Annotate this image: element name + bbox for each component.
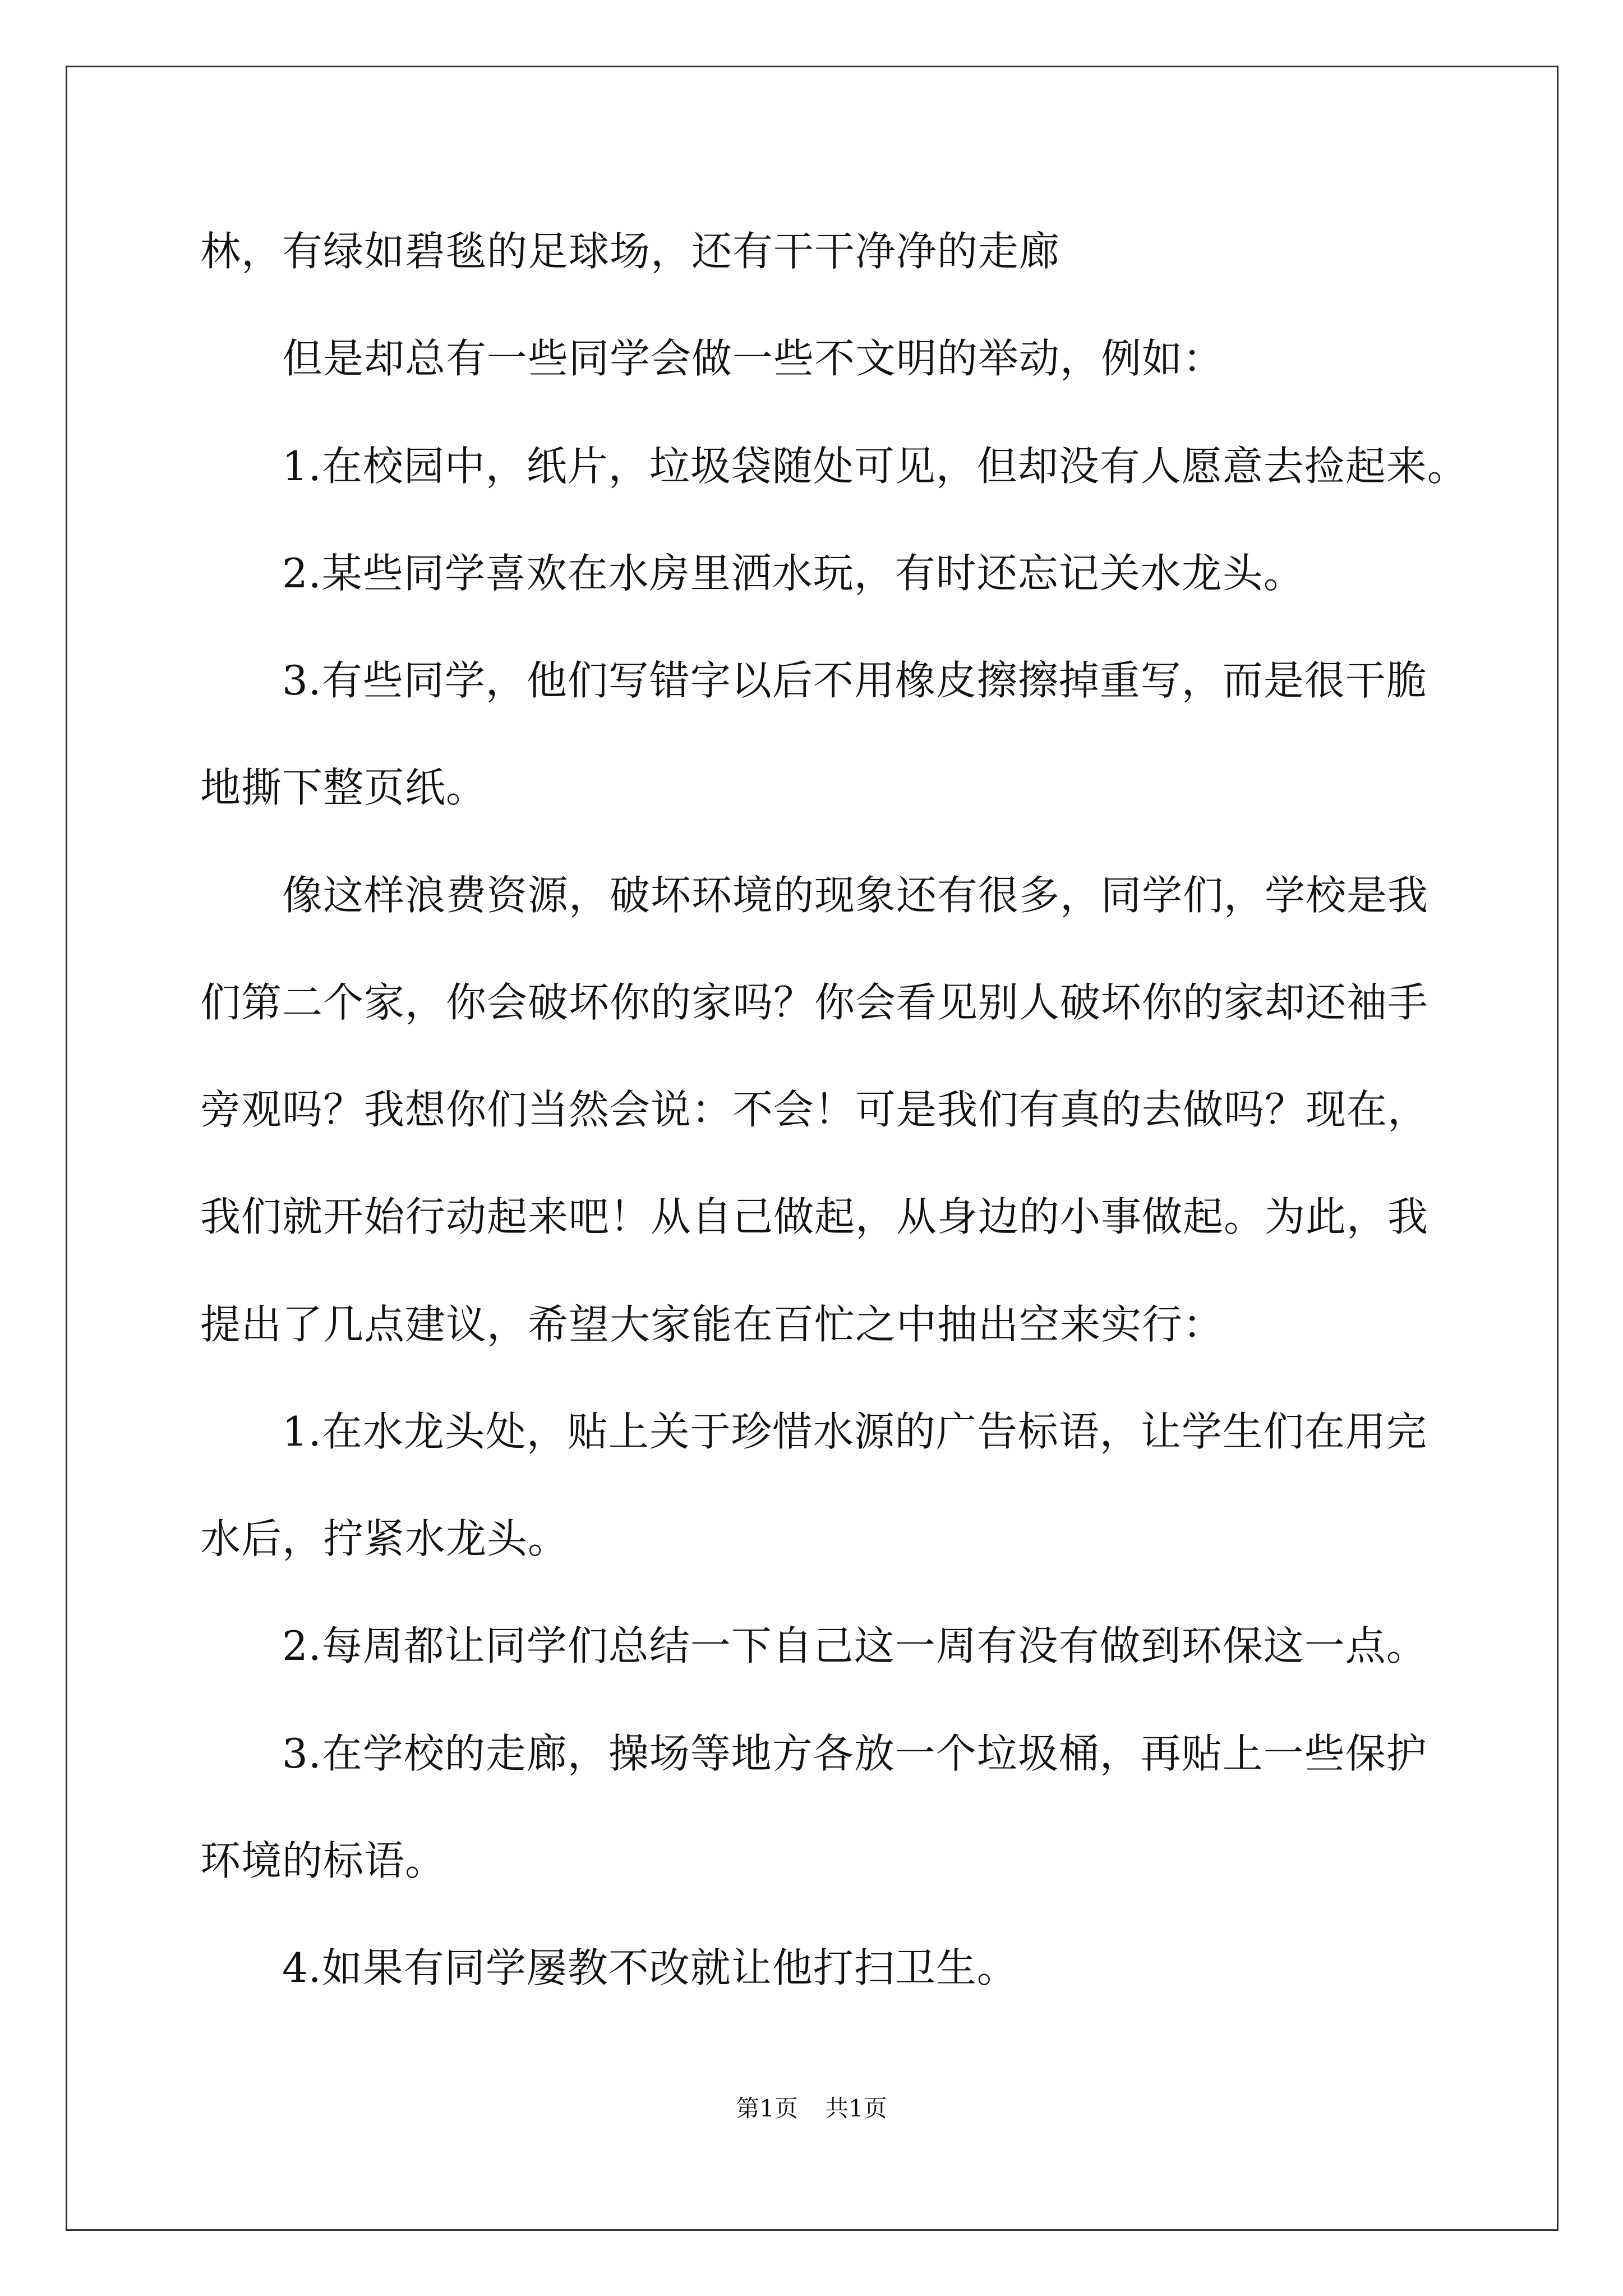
text-line-6: 地撕下整页纸。: [200, 764, 487, 811]
page-border: [66, 66, 1559, 2231]
text-line-5: 3.有些同学，他们写错字以后不用橡皮擦擦掉重写，而是很干脆: [200, 657, 1427, 704]
page-footer: [0, 2097, 1623, 2120]
text-line-11: 提出了几点建议，希望大家能在百忙之中抽出空来实行：: [200, 1301, 1224, 1348]
text-line-9: 旁观吗？我想你们当然会说：不会！可是我们有真的去做吗？现在，: [200, 1086, 1429, 1133]
page-number-current: 第1页: [736, 2095, 798, 2122]
text-line-17: 4.如果有同学屡教不改就让他打扫卫生。: [200, 1944, 1018, 1991]
text-line-15: 3.在学校的走廊，操场等地方各放一个垃圾桶，再贴上一些保护: [200, 1730, 1427, 1777]
text-line-7: 像这样浪费资源，破坏环境的现象还有很多，同学们，学校是我: [200, 872, 1429, 919]
text-line-1: 林，有绿如碧毯的足球场，还有干干净净的走廊: [200, 228, 1061, 275]
text-line-13: 水后，拧紧水龙头。: [200, 1515, 569, 1562]
text-line-4: 2.某些同学喜欢在水房里洒水玩，有时还忘记关水龙头。: [200, 550, 1304, 597]
text-line-2: 但是却总有一些同学会做一些不文明的举动，例如：: [200, 335, 1224, 382]
text-line-8: 们第二个家，你会破坏你的家吗？你会看见别人破坏你的家却还袖手: [200, 979, 1429, 1026]
text-line-16: 环境的标语。: [200, 1837, 446, 1884]
page-number-total: 共1页: [825, 2095, 887, 2122]
text-line-12: 1.在水龙头处，贴上关于珍惜水源的广告标语，让学生们在用完: [200, 1408, 1427, 1455]
text-line-3: 1.在校园中，纸片，垃圾袋随处可见，但却没有人愿意去捡起来。: [200, 443, 1468, 490]
text-line-14: 2.每周都让同学们总结一下自己这一周有没有做到环保这一点。: [200, 1622, 1427, 1669]
text-line-10: 我们就开始行动起来吧！从自己做起，从身边的小事做起。为此，我: [200, 1193, 1429, 1240]
